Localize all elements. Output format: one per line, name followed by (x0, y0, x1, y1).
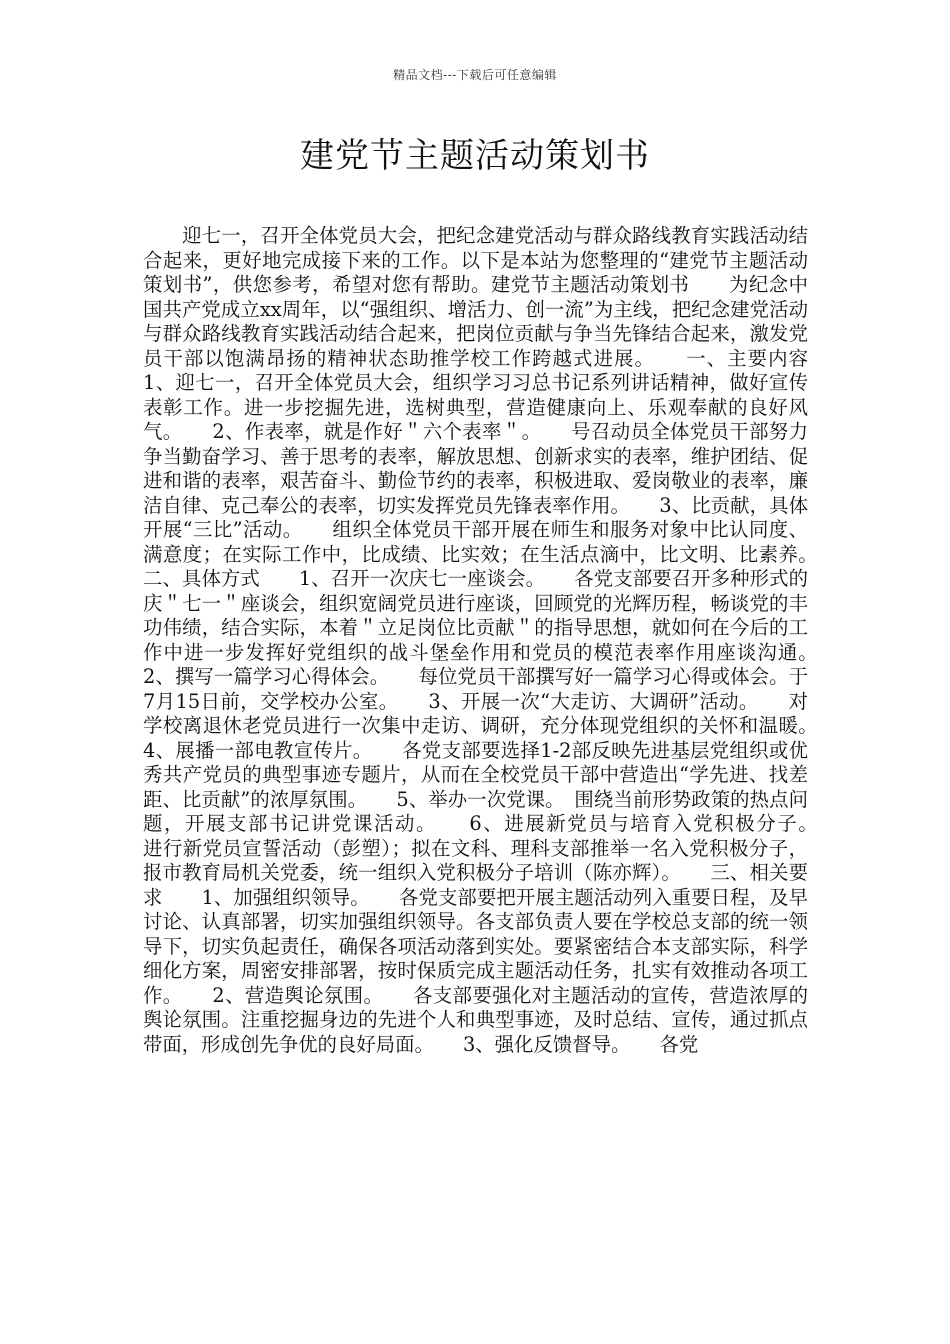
document-title: 建党节主题活动策划书 (300, 136, 650, 176)
page-header: 精品文档---下载后可任意编辑 (393, 68, 557, 82)
document-body: 迎七一，召开全体党员大会，把纪念建党活动与群众路线教育实践活动结合起来，更好地完成接下来的工作。以下是本站为您整理的“建党节主题活动策划书”，供您参考，希望对您有帮助。建党节主题活动策划书 为纪念中国共产党成立xx周年，以“强组织、增活力、创一流”为主线，把纪念建党活动与群众路线教育实践活动结合起来，把岗位贡献与争当先锋结合起来，激发党员干部以饱满昂扬的精神状态助推学校工作跨越式进展。 一、主要内容 1、迎七一，召开全体党员大会，组织学习习总书记系列讲话精神，做好宣传表彰工作。进一步挖掘先进，选树典型，营造健康向上、乐观奉献的良好风气。 2、作表率，就是作好＂六个表率＂。 号召动员全体党员干部努力争当勤奋学习、善于思考的表率，解放思想、创新求实的表率，维护团结、促进和谐的表率，艰苦奋斗、勤俭节约的表率，积极进取、爱岗敬业的表率，廉洁自律、克己奉公的表率，切实发挥党员先锋表率作用。 3、比贡献，具体开展“三比”活动。 组织全体党员干部开展在师生和服务对象中比认同度、满意度；在实际工作中，比成绩、比实效；在生活点滴中，比文明、比素养。 二、具体方式 1、召开一次庆七一座谈会。 各党支部要召开多种形式的庆＂七一＂座谈会，组织宽阔党员进行座谈，回顾党的光辉历程，畅谈党的丰功伟绩，结合实际，本着＂立足岗位比贡献＂的指导思想，就如何在今后的工作中进一步发挥好党组织的战斗堡垒作用和党员的模范表率作用座谈沟通。 2、撰写一篇学习心得体会。 每位党员干部撰写好一篇学习心得或体会。于7月15日前，交学校办公室。 3、开展一次“大走访、大调研”活动。 对学校离退休老党员进行一次集中走访、调研，充分体现党组织的关怀和温暖。 4、展播一部电教宣传片。 各党支部要选择1-2部反映先进基层党组织或优秀共产党员的典型事迹专题片，从而在全校党员干部中营造出“学先进、找差距、比贡献”的浓厚氛围。 5、举办一次党课。 围绕当前形势政策的热点问题，开展支部书记讲党课活动。 6、进展新党员与培育入党积极分子。 进行新党员宣誓活动（彭塑）；拟在文科、理科支部推举一名入党积极分子，报市教育局机关党委，统一组织入党积极分子培训（陈亦辉）。 三、相关要求 1、加强组织领导。 各党支部要把开展主题活动列入重要日程，及早讨论、认真部署，切实加强组织领导。各支部负责人要在学校总支部的统一领导下，切实负起责任，确保各项活动落到实处。要紧密结合本支部实际，科学细化方案，周密安排部署，按时保质完成主题活动任务，扎实有效推动各项工作。 2、营造舆论氛围。 各支部要强化对主题活动的宣传，营造浓厚的舆论氛围。注重挖掘身边的先进个人和典型事迹，及时总结、宣传，通过抓点带面，形成创先争优的良好局面。 3、强化反馈督导。 各党 (143, 224, 847, 1056)
